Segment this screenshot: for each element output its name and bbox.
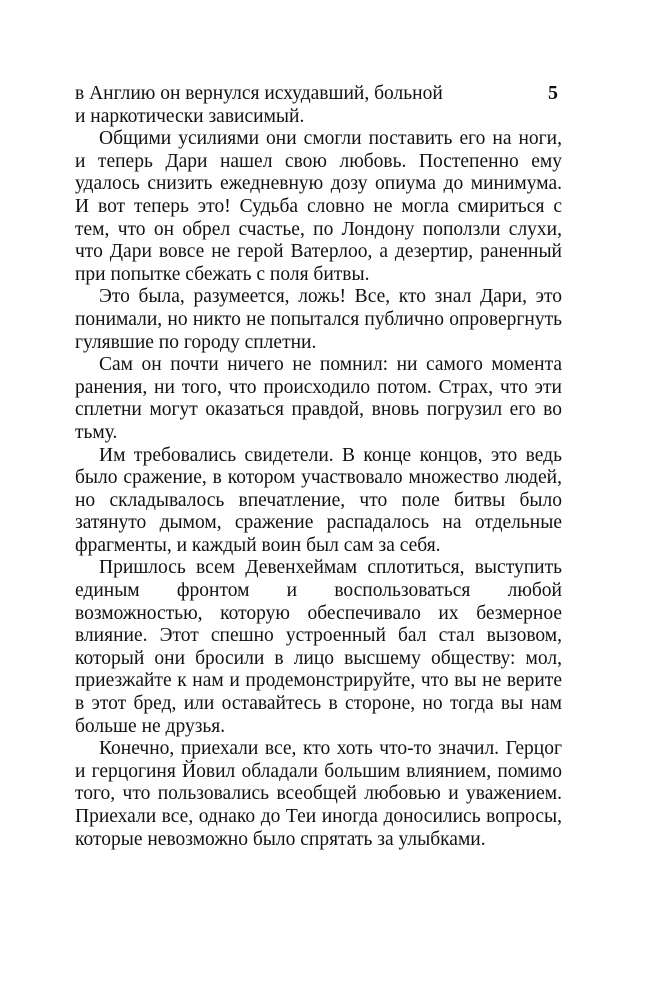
paragraph-3: Это была, разумеется, ложь! Все, кто знал Дари, это понимали, но никто не попытался публично опровергнуть гулявшие по городу сплетни. xyxy=(75,286,562,353)
paragraph-continued-line-1: в Англию он вернулся исхудавший, больной xyxy=(75,83,443,104)
page-number: 5 xyxy=(548,82,558,104)
paragraph-continued-line-2: и наркотически зависимый. xyxy=(75,105,305,127)
paragraph-4: Сам он почти ничего не помнил: ни самого момента ранения, ни того, что происходило потом. Страх, что эти сплетни могут оказаться правдой, вновь погрузил его во тьму. xyxy=(75,354,562,443)
paragraph-6: Пришлось всем Девенхеймам сплотиться, выступить единым фронтом и воспользоваться любой возможностью, которую обеспечивало их безмерное влияние. Этот спешно устроенный бал стал вызовом, который они бросили в лицо высшему обществу: мол, приезжайте к нам и продемонстрируйте, что вы не верите в этот бред, или оставайтесь в стороне, но тогда вы нам больше не друзья. xyxy=(75,557,562,737)
body-text xyxy=(75,83,562,851)
paragraph-7: Конечно, приехали все, кто хоть что-то значил. Герцог и герцогиня Йовил обладали большим влиянием, помимо того, что пользовались всеобщей любовью и уважением. Приехали все, однако до Теи иногда доносились вопросы, которые невозможно было спрятать за улыбками. xyxy=(75,738,562,850)
paragraph-5: Им требовались свидетели. В конце концов, это ведь было сражение, в котором участвовало множество людей, но складывалось впечатление, что поле битвы было затянуто дымом, сражение распадалось на отдельные фрагменты, и каждый воин был сам за себя. xyxy=(75,444,562,556)
paragraph-2: Общими усилиями они смогли поставить его на ноги, и теперь Дари нашел свою любовь. Постепенно ему удалось снизить ежедневную дозу опиума до минимума. И вот теперь это! Судьба словно не могла смириться с тем, что он обрел счастье, по Лондону поползли слухи, что Дари вовсе не герой Ватерлоо, а дезертир, раненный при попытке сбежать с поля битвы. xyxy=(75,128,562,285)
